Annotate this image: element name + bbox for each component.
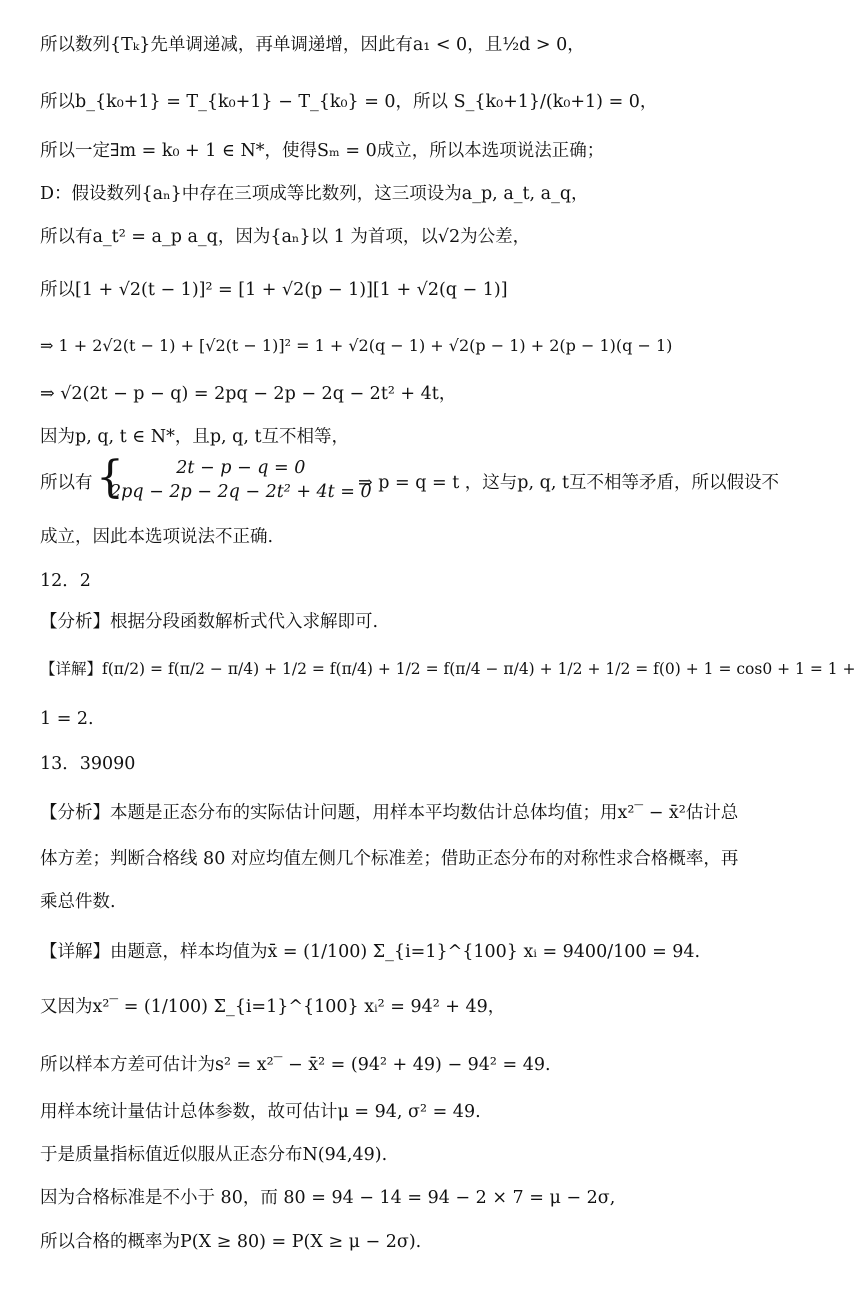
- text-line-4: D：假设数列{aₙ}中存在三项成等比数列，这三项设为a_p, a_t, a_q，: [40, 184, 589, 204]
- text-line-5: 所以有a_t² = a_p a_q，因为{aₙ}以 1 为首项，以√2为公差，: [40, 227, 531, 247]
- text-line-3: 所以一定∃m = k₀ + 1 ∈ N*，使得Sₘ = 0成立，所以本选项说法正确；: [40, 141, 605, 161]
- answer-13: 13．39090: [40, 754, 136, 774]
- system-conclusion: ⇒ p = q = t ，这与p, q, t互不相等矛盾，所以假设不: [358, 473, 779, 493]
- system-prefix: 所以有: [40, 473, 93, 493]
- equation-system: [98, 456, 372, 504]
- text-line-2: 所以b_{k₀+1} = T_{k₀+1} − T_{k₀} = 0，所以 S_{k₀+1}/(k₀+1) = 0，: [40, 92, 658, 112]
- system-eq-1: { 2t − p − q = 0: [176, 458, 306, 478]
- detail-13-line-4: 用样本统计量估计总体参数，故可估计μ = 94, σ² = 49.: [40, 1102, 481, 1122]
- text-line-1: 所以数列{Tₖ}先单调递减，再单调递增，因此有a₁ < 0，且½d > 0，: [40, 35, 585, 55]
- detail-12-cont: 1 = 2.: [40, 709, 94, 729]
- answer-12: 12．2: [40, 571, 91, 591]
- detail-13-line-1: 【详解】由题意，样本均值为x̄ = (1/100) Σ_{i=1}^{100} xᵢ = 9400/100 = 94.: [40, 942, 701, 962]
- text-line-9: 因为p, q, t ∈ N*，且p, q, t互不相等，: [40, 427, 350, 447]
- analysis-13-line-1: 【分析】本题是正态分布的实际估计问题，用样本平均数估计总体均值；用x²‾ − x̄²估计总: [40, 803, 739, 823]
- analysis-13-line-2: 体方差；判断合格线 80 对应均值左侧几个标准差；借助正态分布的对称性求合格概率，再: [40, 849, 739, 869]
- detail-13-line-2: 又因为x²‾ = (1/100) Σ_{i=1}^{100} xᵢ² = 94² + 49，: [40, 997, 506, 1017]
- detail-12: 【详解】f(π/2) = f(π/2 − π/4) + 1/2 = f(π/4) + 1/2 = f(π/4 − π/4) + 1/2 + 1/2 = f(0) + 1 = cos0 + 1 = 1 +: [40, 660, 856, 678]
- detail-13-line-7: 所以合格的概率为P(X ≥ 80) = P(X ≥ μ − 2σ).: [40, 1232, 422, 1252]
- system-line: [40, 456, 826, 512]
- detail-13-line-5: 于是质量指标值近似服从正态分布N(94,49).: [40, 1145, 388, 1165]
- detail-13-line-3: 所以样本方差可估计为s² = x²‾ − x̄² = (94² + 49) − 94² = 49.: [40, 1055, 551, 1075]
- system-eq-2: 2pq − 2p − 2q − 2t² + 4t = 0: [110, 482, 372, 502]
- detail-13-line-6: 因为合格标准是不小于 80，而 80 = 94 − 14 = 94 − 2 × 7 = μ − 2σ,: [40, 1188, 616, 1208]
- text-line-7: ⇒ 1 + 2√2(t − 1) + [√2(t − 1)]² = 1 + √2(q − 1) + √2(p − 1) + 2(p − 1)(q − 1): [40, 336, 673, 355]
- text-line-6: 所以[1 + √2(t − 1)]² = [1 + √2(p − 1)][1 + √2(q − 1)]: [40, 280, 508, 300]
- analysis-13-line-3: 乘总件数.: [40, 892, 116, 912]
- analysis-12: 【分析】根据分段函数解析式代入求解即可.: [40, 612, 379, 632]
- text-line-10: 成立，因此本选项说法不正确.: [40, 527, 274, 547]
- text-line-8: ⇒ √2(2t − p − q) = 2pq − 2p − 2q − 2t² + 4t，: [40, 384, 457, 404]
